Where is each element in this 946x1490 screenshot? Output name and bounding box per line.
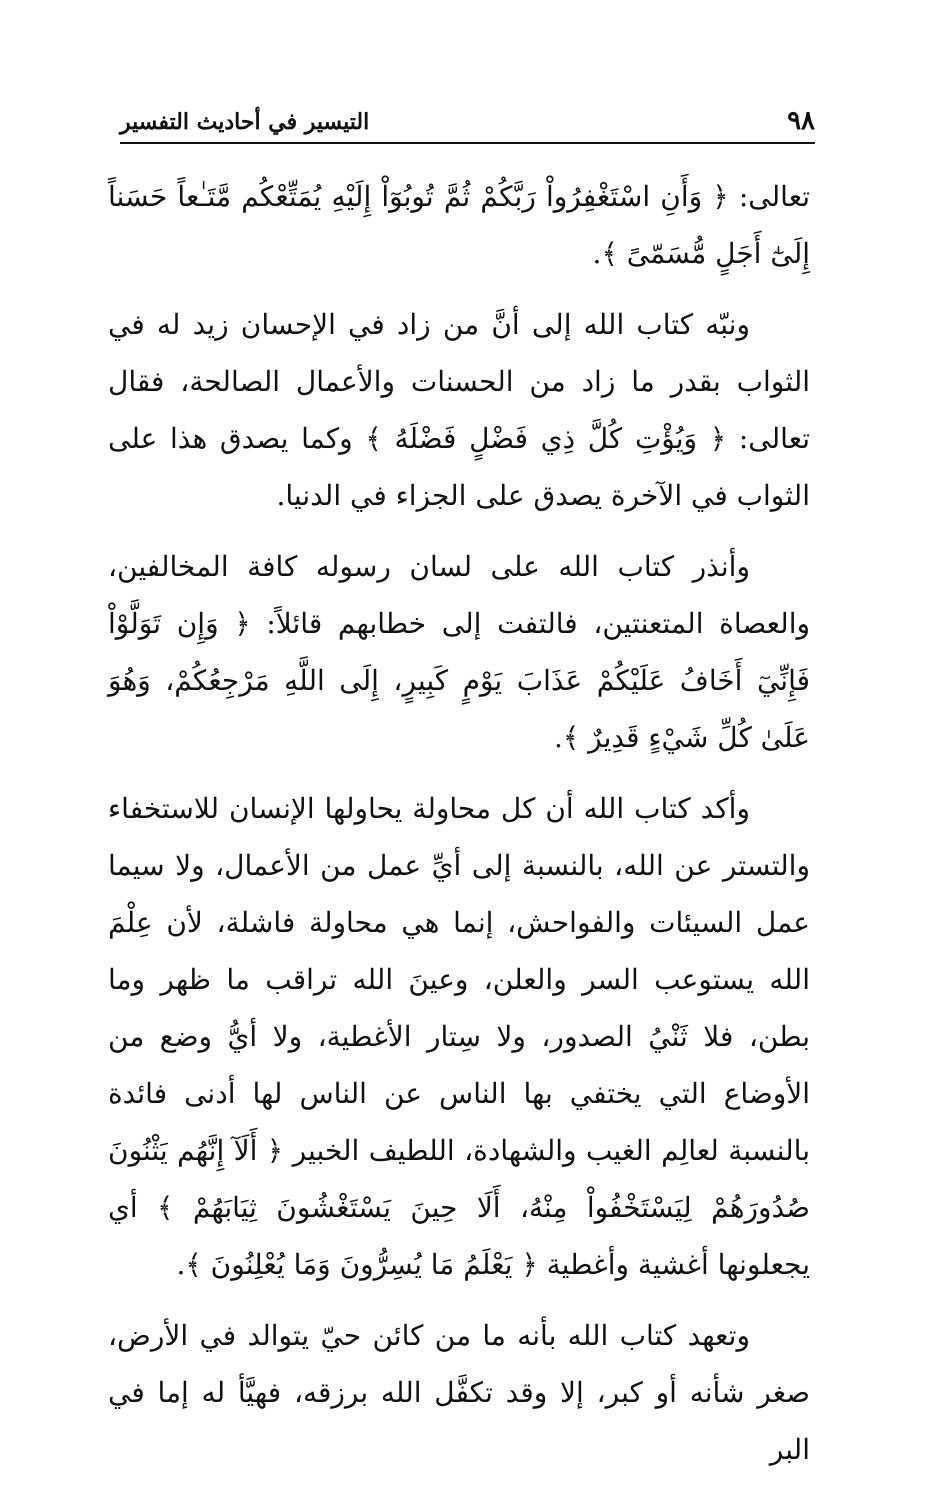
paragraph-3: وأنذر كتاب الله على لسان رسوله كافة المخالفين، والعصاة المتعنتين، فالتفت إلى خطابهم قائلاً: ﴿ وَإِن تَوَلَّوْاْ فَإِنِّيٓ أَخَافُ عَلَيْكُمْ عَذَابَ يَوْمٍ كَبِيرٍ، إِلَى اللَّهِ مَرْجِعُكُمْ، وَهُوَ عَلَىٰ كُلِّ شَيْءٍ قَدِيرٌ ﴾.: [108, 550, 810, 754]
paragraph-5: وتعهد كتاب الله بأنه ما من كائن حيّ يتوالد في الأرض، صغر شأنه أو كبر، إلا وقد تكفَّل الله برزقه، فهيَّأ له إما في البر: [108, 1319, 810, 1466]
paragraph-4: وأكد كتاب الله أن كل محاولة يحاولها الإنسان للاستخفاء والتستر عن الله، بالنسبة إلى أيِّ عمل من الأعمال، ولا سيما عمل السيئات والفواحش، إنما هي محاولة فاشلة، لأن عِلْمَ الله يستوعب السر والعلن، وعينَ الله تراقب ما ظهر وما بطن، فلا ثَنْيُ الصدور، ولا سِتار الأغطية، ولا أيُّ وضع من الأوضاع التي يختفي بها الناس عن الناس لها أدنى فائدة بالنسبة لعالِم الغيب والشهادة، اللطيف الخبير ﴿ أَلَآ إِنَّهُم يَثْنُونَ صُدُورَهُمْ لِيَسْتَخْفُواْ مِنْهُ، أَلَا حِينَ يَسْتَغْشُونَ ثِيَابَهُمْ ﴾ أي يجعلونها أغشية وأغطية ﴿ يَعْلَمُ مَا يُسِرُّونَ وَمَا يُعْلِنُونَ ﴾.: [108, 792, 810, 1281]
paragraph-2: ونبّه كتاب الله إلى أنَّ من زاد في الإحسان زيد له في الثواب بقدر ما زاد من الحسنات والأعمال الصالحة، فقال تعالى: ﴿ وَيُؤْتِ كُلَّ ذِي فَضْلٍ فَضْلَهُ ﴾ وكما يصدق هذا على الثواب في الآخرة يصدق على الجزاء في الدنيا.: [108, 308, 810, 512]
body-text: [108, 168, 810, 1490]
running-title: التيسير في أحاديث التفسير: [120, 109, 370, 135]
page-header: [120, 102, 815, 144]
paragraph-1: تعالى: ﴿ وَأَنِ اسْتَغْفِرُواْ رَبَّكُمْ ثُمَّ تُوبُوٓاْ إِلَيْهِ يُمَتِّعْكُم مَّتَـٰعاً حَسَناً إِلَىٰٓ أَجَلٍ مُّسَمّىً ﴾.: [108, 180, 810, 270]
page-number: ٩٨: [787, 106, 815, 136]
